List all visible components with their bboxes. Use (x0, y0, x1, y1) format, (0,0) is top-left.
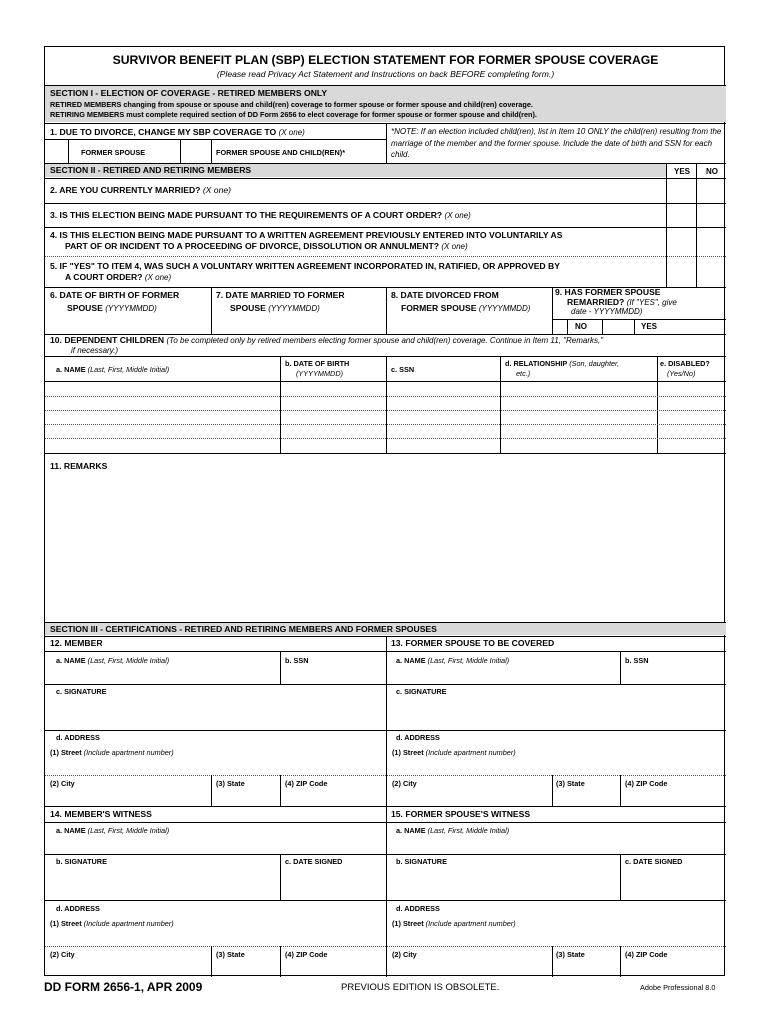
question-3-hint: (X one) (444, 211, 471, 220)
spouse-witness-signature-label: b. SIGNATURE (396, 857, 447, 866)
spouse-witness-address-label: d. ADDRESS (396, 904, 440, 913)
q2-no-box[interactable] (697, 179, 726, 202)
spouse-witness-signature-field[interactable] (387, 869, 620, 899)
question-8-line1: 8. DATE DIVORCED FROM (391, 290, 499, 300)
spouse-street-field[interactable] (387, 759, 726, 774)
question-2-text: 2. ARE YOU CURRENTLY MARRIED? (50, 185, 201, 195)
question-8-hint: (YYYYMMDD) (478, 304, 531, 313)
divider (211, 287, 212, 334)
question-9-text: REMARRIED? (567, 297, 625, 307)
question-10 (50, 335, 603, 346)
question-2 (50, 185, 231, 196)
question-9-line1: 9. HAS FORMER SPOUSE (555, 287, 661, 297)
col-disabled-hint: (Yes/No) (667, 369, 696, 378)
divider (45, 822, 726, 823)
question-4-text: PART OF OR INCIDENT TO A PROCEEDING OF DIVORCE, DISSOLUTION OR ANNULMENT? (65, 241, 439, 251)
former-spouse-children-checkbox[interactable] (181, 140, 211, 162)
remarks-field[interactable] (45, 473, 726, 621)
question-9-hint: (If "YES", give (626, 298, 677, 307)
member-witness-street-hint: (Include apartment number) (83, 919, 174, 928)
spouse-witness-zip-field[interactable] (621, 961, 726, 976)
member-witness-signature-label: b. SIGNATURE (56, 857, 107, 866)
option-former-spouse-children-label: FORMER SPOUSE AND CHILD(REN)* (216, 148, 346, 157)
question-4-hint: (X one) (441, 242, 468, 251)
member-name-label (56, 656, 169, 665)
section-1-heading: SECTION I - ELECTION OF COVERAGE - RETIRED MEMBERS ONLY (50, 88, 328, 98)
child-row-5[interactable] (45, 439, 726, 452)
question-6-line2 (67, 303, 157, 314)
divider (45, 256, 726, 257)
question-3-text: 3. IS THIS ELECTION BEING MADE PURSUANT TO THE REQUIREMENTS OF A COURT ORDER? (50, 210, 443, 220)
spouse-street-label (392, 748, 516, 757)
spouse-witness-zip-label: (4) ZIP Code (625, 950, 668, 959)
spouse-name-text: a. NAME (396, 656, 426, 665)
spouse-witness-name-field[interactable] (387, 837, 726, 853)
col-disabled-header: e. DISABLED? (660, 359, 710, 368)
col-relationship-hint: (Son, daughter, (569, 359, 620, 368)
question-10-hint-2: if necessary.) (71, 346, 118, 355)
spouse-witness-name-text: a. NAME (396, 826, 426, 835)
member-city-field[interactable] (45, 790, 211, 805)
obsolete-notice: PREVIOUS EDITION IS OBSOLETE. (341, 982, 500, 993)
member-witness-name-label (56, 826, 169, 835)
divider (634, 319, 635, 334)
member-address-label: d. ADDRESS (56, 733, 100, 742)
divider (386, 123, 387, 163)
question-7-line1: 7. DATE MARRIED TO FORMER (216, 290, 345, 300)
member-witness-signature-field[interactable] (45, 869, 280, 899)
item-1-hint: (X one) (278, 128, 305, 137)
col-name-header (56, 365, 169, 374)
member-witness-state-field[interactable] (212, 961, 280, 976)
col-dob-hint: (YYYYMMDD) (296, 369, 344, 378)
member-ssn-field[interactable] (281, 667, 386, 683)
q4-no-box[interactable] (697, 228, 726, 255)
member-signature-field[interactable] (45, 699, 386, 729)
spouse-witness-date-field[interactable] (621, 869, 726, 899)
former-spouse-checkbox[interactable] (45, 140, 68, 162)
divider (45, 178, 726, 179)
spouse-address-label: d. ADDRESS (396, 733, 440, 742)
col-relationship-header (505, 359, 619, 368)
spouse-signature-field[interactable] (387, 699, 726, 729)
question-8-text: FORMER SPOUSE (401, 303, 477, 313)
col-ssn-header: c. SSN (391, 365, 415, 374)
question-10-text: 10. DEPENDENT CHILDREN (50, 335, 165, 345)
question-5-line2 (65, 272, 171, 283)
spouse-city-label: (2) City (392, 779, 417, 788)
no-column-label: NO (706, 167, 718, 176)
spouse-witness-city-field[interactable] (387, 961, 552, 976)
question-4-line1: 4. IS THIS ELECTION BEING MADE PURSUANT TO A WRITTEN AGREEMENT PREVIOUSLY ENTERED INTO VOLUNTARILY AS (50, 230, 563, 240)
spouse-street-text: (1) Street (392, 748, 424, 757)
child-row-4[interactable] (45, 425, 726, 438)
divider (45, 806, 726, 807)
question-7-hint: (YYYYMMDD) (268, 304, 320, 313)
form-identifier: DD FORM 2656-1, APR 2009 (44, 980, 203, 994)
member-witness-street-text: (1) Street (50, 919, 82, 928)
q3-yes-box[interactable] (667, 204, 696, 226)
spouse-witness-street-hint: (Include apartment number) (425, 919, 516, 928)
member-signature-label: c. SIGNATURE (56, 687, 107, 696)
col-relationship-hint-2: etc.) (516, 369, 531, 378)
divider (567, 319, 568, 334)
member-witness-city-field[interactable] (45, 961, 211, 976)
spouse-street-hint: (Include apartment number) (425, 748, 516, 757)
member-heading: 12. MEMBER (50, 638, 103, 648)
spouse-state-label: (3) State (556, 779, 585, 788)
question-6-line1: 6. DATE OF BIRTH OF FORMER (50, 290, 180, 300)
q3-no-box[interactable] (697, 204, 726, 226)
question-4-line2 (65, 241, 468, 252)
divider (45, 453, 726, 454)
member-witness-street-label (50, 919, 174, 928)
spouse-state-field[interactable] (553, 790, 620, 805)
member-witness-city-label: (2) City (50, 950, 75, 959)
q9-yes-box[interactable] (603, 320, 634, 333)
member-street-hint: (Include apartment number) (83, 748, 174, 757)
spouse-witness-state-field[interactable] (553, 961, 620, 976)
spouse-witness-state-label: (3) State (556, 950, 585, 959)
q9-no-label: NO (575, 322, 587, 331)
spouse-witness-heading: 15. FORMER SPOUSE'S WITNESS (391, 809, 531, 819)
form-title: SURVIVOR BENEFIT PLAN (SBP) ELECTION STATEMENT FOR FORMER SPOUSE COVERAGE (112, 53, 659, 67)
divider (45, 227, 726, 228)
question-6-text: SPOUSE (67, 303, 103, 313)
member-witness-state-label: (3) State (216, 950, 245, 959)
member-state-label: (3) State (216, 779, 245, 788)
software-note: Adobe Professional 8.0 (640, 983, 716, 992)
section-1-line1: RETIRED MEMBERS changing from spouse or spouse and child(ren) coverage to former spouse or former spouse and child(ren) coverage. (50, 100, 533, 109)
col-name-hint: (Last, First, Middle Initial) (87, 365, 170, 374)
col-name-text: a. NAME (56, 365, 86, 374)
q9-yes-label: YES (641, 322, 658, 331)
spouse-witness-street-label (392, 919, 516, 928)
section-3-heading: SECTION III - CERTIFICATIONS - RETIRED AND RETIRING MEMBERS AND FORMER SPOUSES (50, 624, 437, 634)
divider (45, 854, 726, 855)
q4-yes-box[interactable] (667, 228, 696, 255)
spouse-witness-street-field[interactable] (387, 930, 726, 945)
question-9-hint-2: date - YYYYMMDD) (571, 307, 643, 316)
member-street-field[interactable] (45, 759, 386, 774)
q5-yes-box[interactable] (667, 257, 696, 287)
question-7-line2 (230, 303, 320, 314)
member-street-text: (1) Street (50, 748, 82, 757)
member-witness-name-text: a. NAME (56, 826, 86, 835)
member-name-field[interactable] (45, 667, 280, 683)
col-dob-header: b. DATE OF BIRTH (285, 359, 350, 368)
divider (552, 319, 726, 320)
member-name-text: a. NAME (56, 656, 86, 665)
member-witness-heading: 14. MEMBER'S WITNESS (50, 809, 152, 819)
spouse-name-label (396, 656, 509, 665)
question-7-text: SPOUSE (230, 303, 266, 313)
spouse-ssn-field[interactable] (621, 667, 726, 683)
member-witness-zip-field[interactable] (281, 961, 386, 976)
child-row-1[interactable] (45, 382, 726, 395)
divider (45, 203, 726, 204)
section-1-line2: RETIRING MEMBERS must complete required section of DD Form 2656 to elect coverage for former spouse or former spouse and child(ren). (50, 110, 537, 119)
member-street-label (50, 748, 174, 757)
yes-column-label: YES (673, 167, 690, 176)
spouse-zip-field[interactable] (621, 790, 726, 805)
member-witness-address-label: d. ADDRESS (56, 904, 100, 913)
remarks-label: 11. REMARKS (50, 461, 108, 471)
former-spouse-heading: 13. FORMER SPOUSE TO BE COVERED (391, 638, 555, 648)
member-state-field[interactable] (212, 790, 280, 805)
spouse-ssn-label: b. SSN (625, 656, 649, 665)
spouse-witness-name-label (396, 826, 509, 835)
question-5-text: A COURT ORDER? (65, 272, 143, 282)
spouse-witness-city-label: (2) City (392, 950, 417, 959)
col-relationship-text: d. RELATIONSHIP (505, 359, 568, 368)
question-3 (50, 210, 471, 221)
spouse-witness-street-text: (1) Street (392, 919, 424, 928)
divider (45, 900, 726, 901)
member-city-label: (2) City (50, 779, 75, 788)
q5-no-box[interactable] (697, 257, 726, 287)
question-2-hint: (X one) (202, 185, 231, 195)
item-1-note: *NOTE: If an election included child(ren), list in Item 10 ONLY the child(ren) resulting from the marriage of the member and the former spouse. Include the date of birth and SSN for each child. (391, 127, 722, 159)
member-zip-label: (4) ZIP Code (285, 779, 328, 788)
child-row-2[interactable] (45, 397, 726, 410)
member-ssn-label: b. SSN (285, 656, 309, 665)
question-8-line2 (401, 303, 530, 314)
q2-yes-box[interactable] (667, 179, 696, 202)
item-1-text: 1. DUE TO DIVORCE, CHANGE MY SBP COVERAGE TO (50, 127, 277, 137)
spouse-name-hint: (Last, First, Middle Initial) (427, 656, 510, 665)
spouse-witness-date-label: c. DATE SIGNED (625, 857, 683, 866)
member-witness-date-label: c. DATE SIGNED (285, 857, 343, 866)
divider (45, 651, 726, 652)
section-2-heading: SECTION II - RETIRED AND RETIRING MEMBERS (50, 165, 252, 175)
question-6-hint: (YYYYMMDD) (105, 304, 157, 313)
member-witness-date-field[interactable] (281, 869, 386, 899)
member-witness-zip-label: (4) ZIP Code (285, 950, 328, 959)
spouse-name-field[interactable] (387, 667, 620, 683)
question-5-hint: (X one) (144, 273, 172, 282)
spouse-city-field[interactable] (387, 790, 552, 805)
member-zip-field[interactable] (281, 790, 386, 805)
member-witness-name-hint: (Last, First, Middle Initial) (87, 826, 170, 835)
spouse-witness-name-hint: (Last, First, Middle Initial) (427, 826, 510, 835)
spouse-zip-label: (4) ZIP Code (625, 779, 668, 788)
member-name-hint: (Last, First, Middle Initial) (87, 656, 170, 665)
question-5-line1: 5. IF "YES" TO ITEM 4, WAS SUCH A VOLUNTARY WRITTEN AGREEMENT INCORPORATED IN, RATIFIED, OR APPROVED BY (50, 261, 560, 271)
question-10-hint: (To be completed only by retired members electing former spouse and child(ren) coverage. Continue in Item 11, "Remarks," (166, 336, 604, 345)
divider (45, 946, 726, 947)
divider (68, 139, 69, 163)
option-former-spouse-label: FORMER SPOUSE (81, 148, 146, 157)
divider (211, 139, 212, 163)
divider (386, 287, 387, 334)
q9-no-box[interactable] (553, 320, 567, 333)
spouse-signature-label: c. SIGNATURE (396, 687, 447, 696)
divider (45, 775, 726, 776)
member-witness-name-field[interactable] (45, 837, 386, 853)
divider (45, 684, 726, 685)
member-witness-street-field[interactable] (45, 930, 386, 945)
divider (45, 730, 726, 731)
divider (45, 139, 386, 140)
form-frame (44, 46, 725, 976)
form-subtitle: (Please read Privacy Act Statement and Instructions on back BEFORE completing form.) (216, 69, 555, 79)
child-row-3[interactable] (45, 411, 726, 424)
item-1-label (50, 127, 305, 138)
